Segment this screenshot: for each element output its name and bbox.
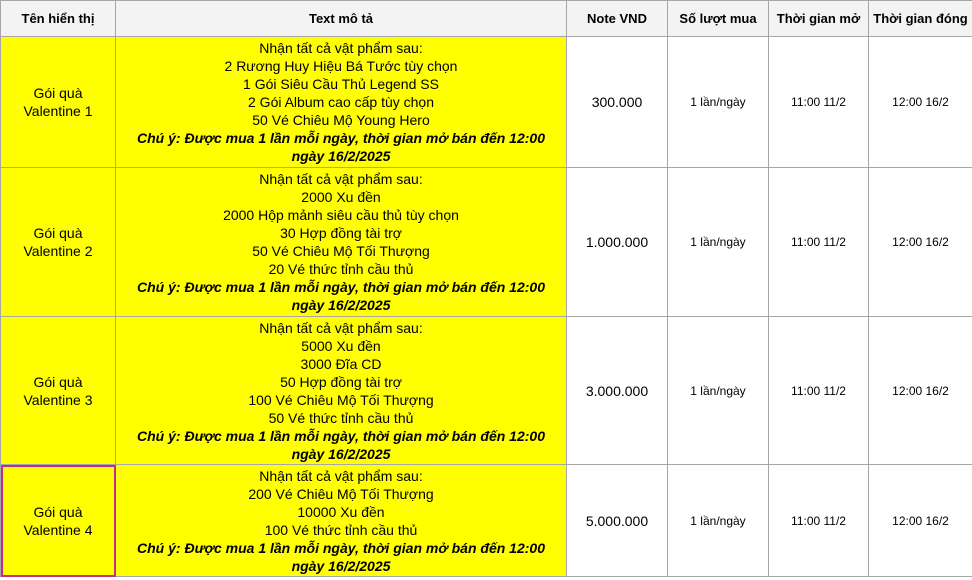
- cell-purchase-limit[interactable]: 1 lần/ngày: [668, 465, 769, 577]
- header-description[interactable]: Text mô tả: [116, 1, 567, 37]
- cell-description[interactable]: [116, 465, 567, 577]
- cell-package-name[interactable]: [1, 317, 116, 465]
- description-line: 200 Vé Chiêu Mộ Tối Thượng: [248, 485, 434, 502]
- table-row: [1, 37, 972, 168]
- cell-purchase-limit[interactable]: 1 lần/ngày: [668, 37, 769, 168]
- package-name-line: Valentine 1: [23, 103, 93, 119]
- description-line: 3000 Đĩa CD: [300, 355, 382, 372]
- description-line: 50 Vé thức tỉnh cầu thủ: [268, 409, 414, 426]
- cell-price[interactable]: 3.000.000: [567, 317, 668, 465]
- package-name-line: Gói quà: [33, 225, 83, 241]
- description-line: 50 Vé Chiêu Mộ Young Hero: [252, 112, 430, 128]
- cell-open-time[interactable]: 11:00 11/2: [769, 465, 869, 577]
- cell-package-name[interactable]: [1, 168, 116, 317]
- cell-close-time[interactable]: 12:00 16/2: [869, 168, 972, 317]
- description-line: 100 Vé thức tỉnh cầu thủ: [264, 521, 418, 538]
- description-line: 50 Hợp đồng tài trợ: [280, 373, 402, 390]
- cell-close-time[interactable]: 12:00 16/2: [869, 317, 972, 465]
- header-purchase-limit[interactable]: Số lượt mua: [668, 1, 769, 37]
- cell-package-name[interactable]: [1, 37, 116, 168]
- description-line: 10000 Xu đền: [297, 503, 385, 520]
- cell-price[interactable]: 5.000.000: [567, 465, 668, 577]
- description-line: 2000 Hộp mảnh siêu cầu thủ tùy chọn: [223, 207, 459, 223]
- cell-description[interactable]: [116, 317, 567, 465]
- cell-close-time[interactable]: 12:00 16/2: [869, 465, 972, 577]
- cell-description[interactable]: [116, 37, 567, 168]
- description-line: 2 Rương Huy Hiệu Bá Tước tùy chọn: [224, 58, 458, 74]
- package-name-line: Valentine 2: [23, 243, 93, 259]
- cell-open-time[interactable]: 11:00 11/2: [769, 317, 869, 465]
- table-row: [1, 168, 972, 317]
- package-name-line: Valentine 3: [23, 391, 93, 408]
- header-close-time[interactable]: Thời gian đóng: [869, 1, 972, 37]
- description-note: Chú ý: Được mua 1 lần mỗi ngày, thời gian mở bán đến 12:00 ngày 16/2/2025: [137, 427, 545, 462]
- cell-purchase-limit[interactable]: 1 lần/ngày: [668, 168, 769, 317]
- description-line: Nhận tất cả vật phẩm sau:: [259, 319, 423, 336]
- cell-package-name-selected[interactable]: [1, 465, 116, 577]
- description-line: Nhận tất cả vật phẩm sau:: [259, 40, 423, 56]
- description-line: 2000 Xu đền: [301, 189, 381, 205]
- description-line: Nhận tất cả vật phẩm sau:: [259, 171, 423, 187]
- description-line: 50 Vé Chiêu Mộ Tối Thượng: [252, 243, 430, 259]
- package-name-line: Gói quà: [33, 85, 83, 101]
- cell-price[interactable]: 1.000.000: [567, 168, 668, 317]
- cell-price[interactable]: 300.000: [567, 37, 668, 168]
- package-name-line: Gói quà: [33, 373, 83, 390]
- header-row: [1, 1, 972, 37]
- package-name-line: Valentine 4: [23, 521, 93, 538]
- description-line: 30 Hợp đồng tài trợ: [280, 225, 402, 241]
- description-note: Chú ý: Được mua 1 lần mỗi ngày, thời gian mở bán đến 12:00 ngày 16/2/2025: [137, 130, 545, 164]
- description-line: Nhận tất cả vật phẩm sau:: [259, 467, 423, 484]
- description-note: Chú ý: Được mua 1 lần mỗi ngày, thời gian mở bán đến 12:00 ngày 16/2/2025: [137, 279, 545, 313]
- description-line: 20 Vé thức tỉnh cầu thủ: [268, 261, 414, 277]
- package-name-line: Gói quà: [33, 503, 83, 520]
- description-line: 1 Gói Siêu Cầu Thủ Legend SS: [243, 76, 439, 92]
- table-row: [1, 465, 972, 577]
- cell-description[interactable]: [116, 168, 567, 317]
- header-note-vnd[interactable]: Note VND: [567, 1, 668, 37]
- cell-open-time[interactable]: 11:00 11/2: [769, 37, 869, 168]
- description-line: 5000 Xu đền: [301, 337, 381, 354]
- description-note: Chú ý: Được mua 1 lần mỗi ngày, thời gian mở bán đến 12:00 ngày 16/2/2025: [137, 539, 545, 574]
- description-line: 2 Gói Album cao cấp tùy chọn: [248, 94, 434, 110]
- cell-close-time[interactable]: 12:00 16/2: [869, 37, 972, 168]
- cell-purchase-limit[interactable]: 1 lần/ngày: [668, 317, 769, 465]
- cell-open-time[interactable]: 11:00 11/2: [769, 168, 869, 317]
- header-open-time[interactable]: Thời gian mở: [769, 1, 869, 37]
- table-row: [1, 317, 972, 465]
- header-display-name[interactable]: Tên hiển thị: [1, 1, 116, 37]
- description-line: 100 Vé Chiêu Mộ Tối Thượng: [248, 391, 434, 408]
